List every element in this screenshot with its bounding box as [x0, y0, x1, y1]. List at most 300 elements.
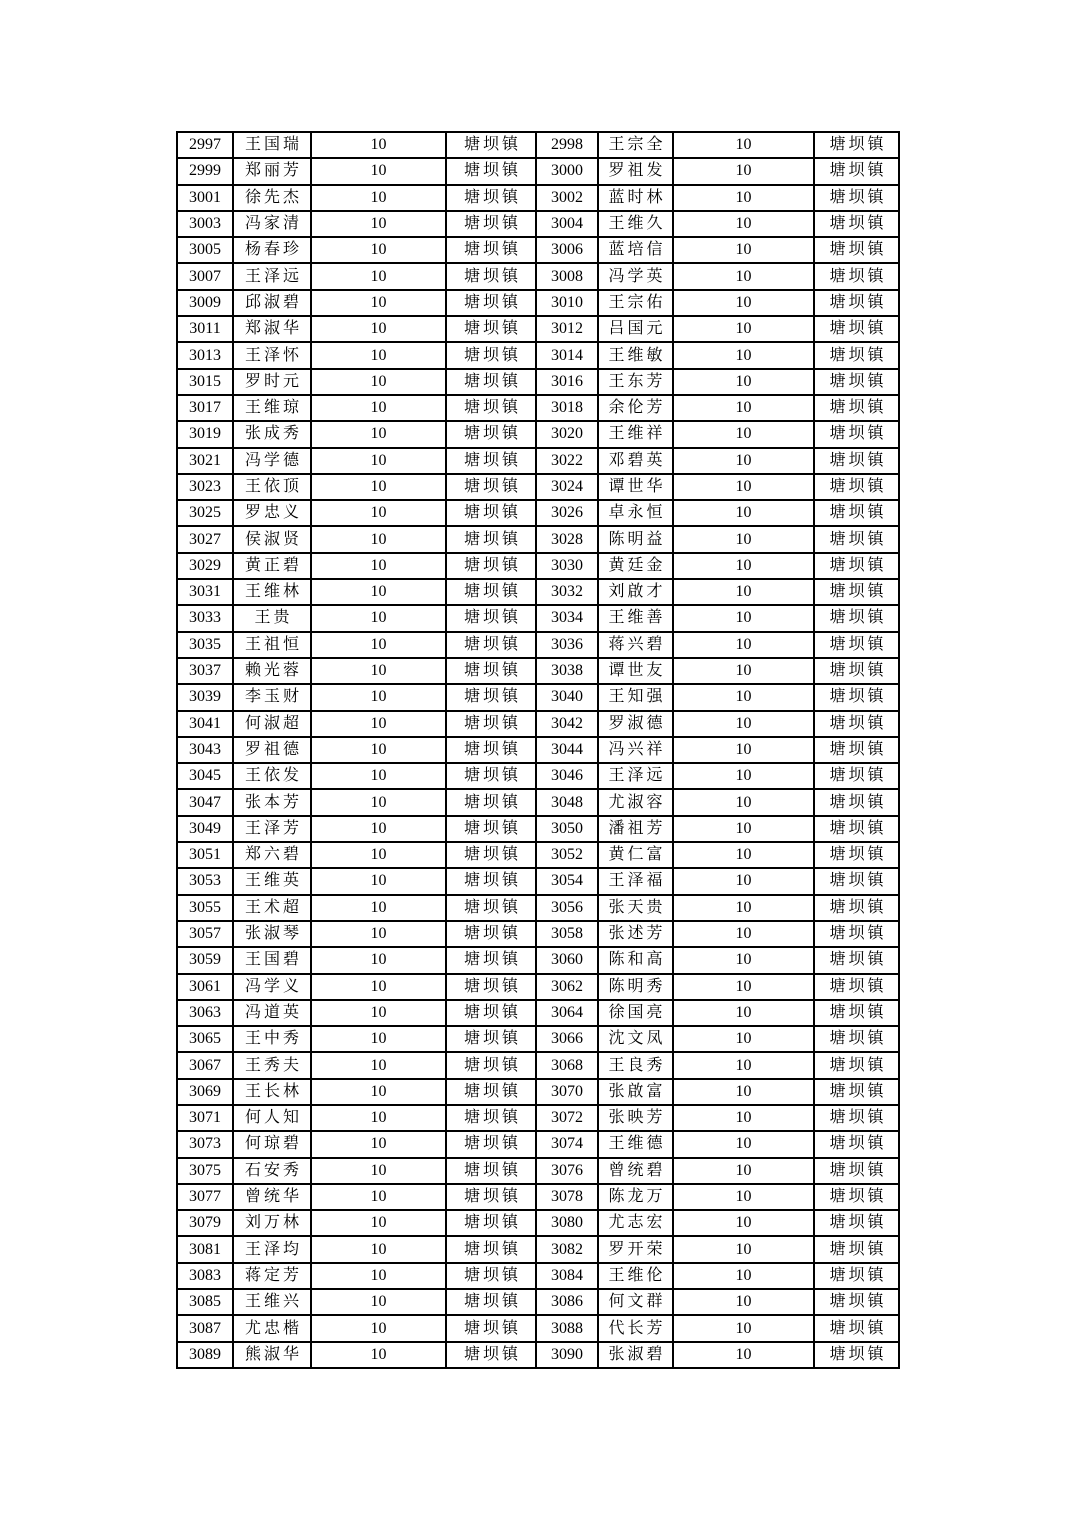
town-cell-right: 塘坝镇 — [814, 684, 899, 710]
town-cell-left: 塘坝镇 — [446, 500, 536, 526]
value-cell-left: 10 — [311, 1184, 446, 1210]
town-cell-left: 塘坝镇 — [446, 421, 536, 447]
person-name-left: 王长林 — [233, 1079, 311, 1105]
town-cell-left: 塘坝镇 — [446, 342, 536, 368]
person-id-left: 3089 — [177, 1342, 233, 1368]
person-id-left: 3071 — [177, 1105, 233, 1131]
table-row — [177, 1131, 899, 1157]
town-cell-left: 塘坝镇 — [446, 789, 536, 815]
table-row — [177, 1315, 899, 1341]
person-name-right: 张映芳 — [598, 1105, 673, 1131]
town-cell-right: 塘坝镇 — [814, 605, 899, 631]
town-cell-right: 塘坝镇 — [814, 895, 899, 921]
person-id-left: 3011 — [177, 316, 233, 342]
person-id-right: 3020 — [536, 421, 598, 447]
person-name-left: 王国碧 — [233, 947, 311, 973]
person-id-right: 3082 — [536, 1236, 598, 1262]
table-row — [177, 921, 899, 947]
value-cell-right: 10 — [673, 1210, 814, 1236]
person-name-left: 张淑琴 — [233, 921, 311, 947]
person-name-right: 卓永恒 — [598, 500, 673, 526]
table-row — [177, 1052, 899, 1078]
town-cell-left: 塘坝镇 — [446, 737, 536, 763]
value-cell-left: 10 — [311, 132, 446, 158]
value-cell-right: 10 — [673, 684, 814, 710]
person-id-right: 3050 — [536, 816, 598, 842]
value-cell-right: 10 — [673, 553, 814, 579]
person-id-right: 3034 — [536, 605, 598, 631]
town-cell-left: 塘坝镇 — [446, 1263, 536, 1289]
person-name-right: 陈和高 — [598, 947, 673, 973]
town-cell-right: 塘坝镇 — [814, 868, 899, 894]
person-name-left: 罗忠义 — [233, 500, 311, 526]
table-row — [177, 316, 899, 342]
table-row — [177, 185, 899, 211]
town-cell-left: 塘坝镇 — [446, 947, 536, 973]
table-row — [177, 1026, 899, 1052]
table-row — [177, 263, 899, 289]
value-cell-left: 10 — [311, 1000, 446, 1026]
town-cell-right: 塘坝镇 — [814, 132, 899, 158]
town-cell-right: 塘坝镇 — [814, 658, 899, 684]
value-cell-right: 10 — [673, 1158, 814, 1184]
person-name-left: 王泽远 — [233, 263, 311, 289]
town-cell-right: 塘坝镇 — [814, 763, 899, 789]
person-id-right: 3080 — [536, 1210, 598, 1236]
value-cell-left: 10 — [311, 342, 446, 368]
person-name-left: 罗时元 — [233, 369, 311, 395]
person-name-left: 郑六碧 — [233, 842, 311, 868]
town-cell-left: 塘坝镇 — [446, 526, 536, 552]
person-id-left: 3001 — [177, 185, 233, 211]
person-name-left: 蒋定芳 — [233, 1263, 311, 1289]
person-id-right: 2998 — [536, 132, 598, 158]
person-name-left: 尤忠楷 — [233, 1315, 311, 1341]
town-cell-left: 塘坝镇 — [446, 448, 536, 474]
town-cell-right: 塘坝镇 — [814, 1105, 899, 1131]
person-id-right: 3042 — [536, 711, 598, 737]
value-cell-right: 10 — [673, 526, 814, 552]
person-name-right: 陈龙万 — [598, 1184, 673, 1210]
table-row — [177, 1236, 899, 1262]
table-row — [177, 842, 899, 868]
town-cell-right: 塘坝镇 — [814, 1263, 899, 1289]
town-cell-left: 塘坝镇 — [446, 316, 536, 342]
person-id-right: 3006 — [536, 237, 598, 263]
town-cell-left: 塘坝镇 — [446, 369, 536, 395]
table-row — [177, 947, 899, 973]
town-cell-left: 塘坝镇 — [446, 395, 536, 421]
value-cell-left: 10 — [311, 947, 446, 973]
town-cell-right: 塘坝镇 — [814, 711, 899, 737]
person-name-left: 王依发 — [233, 763, 311, 789]
town-cell-left: 塘坝镇 — [446, 1289, 536, 1315]
value-cell-right: 10 — [673, 342, 814, 368]
person-id-left: 3031 — [177, 579, 233, 605]
person-id-left: 3019 — [177, 421, 233, 447]
value-cell-right: 10 — [673, 369, 814, 395]
value-cell-left: 10 — [311, 1052, 446, 1078]
value-cell-right: 10 — [673, 974, 814, 1000]
person-id-left: 3029 — [177, 553, 233, 579]
person-id-left: 3027 — [177, 526, 233, 552]
town-cell-left: 塘坝镇 — [446, 1315, 536, 1341]
table-row — [177, 421, 899, 447]
person-id-left: 3035 — [177, 632, 233, 658]
value-cell-left: 10 — [311, 1236, 446, 1262]
person-id-right: 3022 — [536, 448, 598, 474]
value-cell-right: 10 — [673, 816, 814, 842]
value-cell-right: 10 — [673, 737, 814, 763]
person-name-right: 张天贵 — [598, 895, 673, 921]
person-name-right: 王泽福 — [598, 868, 673, 894]
value-cell-right: 10 — [673, 421, 814, 447]
person-id-right: 3064 — [536, 1000, 598, 1026]
person-name-left: 郑丽芳 — [233, 158, 311, 184]
town-cell-right: 塘坝镇 — [814, 316, 899, 342]
table-row — [177, 553, 899, 579]
value-cell-right: 10 — [673, 132, 814, 158]
town-cell-left: 塘坝镇 — [446, 605, 536, 631]
town-cell-left: 塘坝镇 — [446, 553, 536, 579]
person-name-right: 刘啟才 — [598, 579, 673, 605]
person-name-left: 王国瑞 — [233, 132, 311, 158]
person-name-left: 王维英 — [233, 868, 311, 894]
person-name-right: 蓝时林 — [598, 185, 673, 211]
person-name-left: 王秀夫 — [233, 1052, 311, 1078]
value-cell-left: 10 — [311, 789, 446, 815]
person-name-right: 尤志宏 — [598, 1210, 673, 1236]
table-row — [177, 237, 899, 263]
table-row — [177, 132, 899, 158]
town-cell-left: 塘坝镇 — [446, 158, 536, 184]
value-cell-left: 10 — [311, 868, 446, 894]
town-cell-left: 塘坝镇 — [446, 842, 536, 868]
value-cell-left: 10 — [311, 632, 446, 658]
person-name-right: 张淑碧 — [598, 1342, 673, 1368]
person-name-right: 王维祥 — [598, 421, 673, 447]
person-name-left: 杨春珍 — [233, 237, 311, 263]
value-cell-left: 10 — [311, 1289, 446, 1315]
town-cell-right: 塘坝镇 — [814, 579, 899, 605]
town-cell-right: 塘坝镇 — [814, 1026, 899, 1052]
person-name-left: 冯家清 — [233, 211, 311, 237]
value-cell-right: 10 — [673, 1236, 814, 1262]
town-cell-right: 塘坝镇 — [814, 1289, 899, 1315]
person-id-right: 3014 — [536, 342, 598, 368]
person-name-left: 张成秀 — [233, 421, 311, 447]
value-cell-left: 10 — [311, 658, 446, 684]
table-row — [177, 684, 899, 710]
person-id-left: 3015 — [177, 369, 233, 395]
person-name-right: 王宗佑 — [598, 290, 673, 316]
town-cell-left: 塘坝镇 — [446, 1052, 536, 1078]
person-id-right: 3078 — [536, 1184, 598, 1210]
value-cell-right: 10 — [673, 1289, 814, 1315]
table-row — [177, 1000, 899, 1026]
person-id-left: 3073 — [177, 1131, 233, 1157]
person-name-right: 邓碧英 — [598, 448, 673, 474]
person-name-right: 王泽远 — [598, 763, 673, 789]
value-cell-left: 10 — [311, 711, 446, 737]
person-id-right: 3008 — [536, 263, 598, 289]
value-cell-left: 10 — [311, 1342, 446, 1368]
value-cell-right: 10 — [673, 579, 814, 605]
person-name-right: 罗祖发 — [598, 158, 673, 184]
table-row — [177, 737, 899, 763]
town-cell-left: 塘坝镇 — [446, 1184, 536, 1210]
table-row — [177, 1342, 899, 1368]
town-cell-left: 塘坝镇 — [446, 237, 536, 263]
person-name-left: 冯道英 — [233, 1000, 311, 1026]
value-cell-right: 10 — [673, 263, 814, 289]
person-name-left: 罗祖德 — [233, 737, 311, 763]
person-name-left: 邱淑碧 — [233, 290, 311, 316]
person-name-right: 罗淑德 — [598, 711, 673, 737]
person-name-right: 罗开荣 — [598, 1236, 673, 1262]
person-id-right: 3004 — [536, 211, 598, 237]
town-cell-right: 塘坝镇 — [814, 921, 899, 947]
value-cell-right: 10 — [673, 605, 814, 631]
town-cell-right: 塘坝镇 — [814, 1000, 899, 1026]
person-id-right: 3066 — [536, 1026, 598, 1052]
person-id-right: 3088 — [536, 1315, 598, 1341]
table-row — [177, 789, 899, 815]
town-cell-left: 塘坝镇 — [446, 974, 536, 1000]
town-cell-right: 塘坝镇 — [814, 1342, 899, 1368]
person-name-right: 王良秀 — [598, 1052, 673, 1078]
table-row — [177, 448, 899, 474]
town-cell-right: 塘坝镇 — [814, 974, 899, 1000]
town-cell-right: 塘坝镇 — [814, 263, 899, 289]
value-cell-left: 10 — [311, 553, 446, 579]
town-cell-right: 塘坝镇 — [814, 1210, 899, 1236]
value-cell-left: 10 — [311, 921, 446, 947]
person-id-right: 3076 — [536, 1158, 598, 1184]
person-name-left: 王术超 — [233, 895, 311, 921]
value-cell-left: 10 — [311, 1105, 446, 1131]
value-cell-left: 10 — [311, 816, 446, 842]
person-id-left: 3055 — [177, 895, 233, 921]
town-cell-left: 塘坝镇 — [446, 263, 536, 289]
value-cell-right: 10 — [673, 1131, 814, 1157]
town-cell-left: 塘坝镇 — [446, 921, 536, 947]
person-name-left: 王维林 — [233, 579, 311, 605]
person-id-right: 3068 — [536, 1052, 598, 1078]
value-cell-right: 10 — [673, 158, 814, 184]
table-row — [177, 474, 899, 500]
person-id-right: 3024 — [536, 474, 598, 500]
person-id-left: 3067 — [177, 1052, 233, 1078]
town-cell-right: 塘坝镇 — [814, 369, 899, 395]
person-name-right: 王维德 — [598, 1131, 673, 1157]
value-cell-right: 10 — [673, 1079, 814, 1105]
table-row — [177, 816, 899, 842]
value-cell-left: 10 — [311, 895, 446, 921]
person-name-right: 何文群 — [598, 1289, 673, 1315]
person-name-right: 冯学英 — [598, 263, 673, 289]
person-id-right: 3044 — [536, 737, 598, 763]
person-name-right: 张述芳 — [598, 921, 673, 947]
value-cell-left: 10 — [311, 316, 446, 342]
person-name-right: 冯兴祥 — [598, 737, 673, 763]
person-id-right: 3026 — [536, 500, 598, 526]
value-cell-right: 10 — [673, 185, 814, 211]
person-name-right: 余伦芳 — [598, 395, 673, 421]
person-id-right: 3000 — [536, 158, 598, 184]
person-name-left: 王依顶 — [233, 474, 311, 500]
person-name-right: 蒋兴碧 — [598, 632, 673, 658]
value-cell-right: 10 — [673, 1026, 814, 1052]
person-id-right: 3072 — [536, 1105, 598, 1131]
person-id-right: 3058 — [536, 921, 598, 947]
value-cell-left: 10 — [311, 369, 446, 395]
value-cell-left: 10 — [311, 448, 446, 474]
person-id-left: 3087 — [177, 1315, 233, 1341]
value-cell-left: 10 — [311, 185, 446, 211]
value-cell-right: 10 — [673, 316, 814, 342]
person-name-right: 王宗全 — [598, 132, 673, 158]
value-cell-left: 10 — [311, 1079, 446, 1105]
person-id-right: 3060 — [536, 947, 598, 973]
person-id-left: 3069 — [177, 1079, 233, 1105]
person-id-right: 3028 — [536, 526, 598, 552]
town-cell-right: 塘坝镇 — [814, 737, 899, 763]
person-id-right: 3070 — [536, 1079, 598, 1105]
person-name-left: 侯淑贤 — [233, 526, 311, 552]
town-cell-right: 塘坝镇 — [814, 211, 899, 237]
person-id-right: 3040 — [536, 684, 598, 710]
table-row — [177, 290, 899, 316]
value-cell-right: 10 — [673, 868, 814, 894]
value-cell-left: 10 — [311, 1210, 446, 1236]
person-id-left: 3065 — [177, 1026, 233, 1052]
value-cell-left: 10 — [311, 1158, 446, 1184]
value-cell-right: 10 — [673, 842, 814, 868]
town-cell-right: 塘坝镇 — [814, 448, 899, 474]
person-name-left: 何人知 — [233, 1105, 311, 1131]
person-name-right: 黄仁富 — [598, 842, 673, 868]
value-cell-right: 10 — [673, 1342, 814, 1368]
person-name-left: 何淑超 — [233, 711, 311, 737]
town-cell-left: 塘坝镇 — [446, 474, 536, 500]
person-name-left: 张本芳 — [233, 789, 311, 815]
person-name-left: 王祖恒 — [233, 632, 311, 658]
value-cell-left: 10 — [311, 763, 446, 789]
person-id-left: 3085 — [177, 1289, 233, 1315]
town-cell-right: 塘坝镇 — [814, 1131, 899, 1157]
value-cell-left: 10 — [311, 500, 446, 526]
person-name-left: 李玉财 — [233, 684, 311, 710]
person-id-left: 3057 — [177, 921, 233, 947]
person-name-right: 王东芳 — [598, 369, 673, 395]
person-name-right: 谭世友 — [598, 658, 673, 684]
person-id-right: 3018 — [536, 395, 598, 421]
table-row — [177, 763, 899, 789]
value-cell-left: 10 — [311, 684, 446, 710]
value-cell-left: 10 — [311, 158, 446, 184]
person-id-right: 3074 — [536, 1131, 598, 1157]
person-id-right: 3032 — [536, 579, 598, 605]
person-id-right: 3056 — [536, 895, 598, 921]
person-name-right: 陈明秀 — [598, 974, 673, 1000]
value-cell-left: 10 — [311, 395, 446, 421]
person-id-left: 3081 — [177, 1236, 233, 1262]
person-id-left: 3033 — [177, 605, 233, 631]
value-cell-left: 10 — [311, 474, 446, 500]
person-name-left: 冯学德 — [233, 448, 311, 474]
person-name-left: 曾统华 — [233, 1184, 311, 1210]
person-id-right: 3038 — [536, 658, 598, 684]
town-cell-right: 塘坝镇 — [814, 789, 899, 815]
value-cell-left: 10 — [311, 737, 446, 763]
value-cell-right: 10 — [673, 290, 814, 316]
person-name-right: 黄廷金 — [598, 553, 673, 579]
table-row — [177, 1158, 899, 1184]
value-cell-left: 10 — [311, 263, 446, 289]
table-row — [177, 158, 899, 184]
person-id-left: 3017 — [177, 395, 233, 421]
table-row — [177, 211, 899, 237]
person-name-left: 王泽怀 — [233, 342, 311, 368]
person-id-right: 3030 — [536, 553, 598, 579]
value-cell-right: 10 — [673, 448, 814, 474]
table-row — [177, 868, 899, 894]
value-cell-right: 10 — [673, 895, 814, 921]
person-id-left: 3063 — [177, 1000, 233, 1026]
town-cell-left: 塘坝镇 — [446, 763, 536, 789]
person-id-left: 3007 — [177, 263, 233, 289]
person-name-right: 谭世华 — [598, 474, 673, 500]
town-cell-left: 塘坝镇 — [446, 816, 536, 842]
person-id-left: 3053 — [177, 868, 233, 894]
value-cell-right: 10 — [673, 1263, 814, 1289]
table-row — [177, 1210, 899, 1236]
person-id-left: 3077 — [177, 1184, 233, 1210]
town-cell-left: 塘坝镇 — [446, 290, 536, 316]
town-cell-left: 塘坝镇 — [446, 1210, 536, 1236]
person-name-left: 王维兴 — [233, 1289, 311, 1315]
table-row — [177, 1079, 899, 1105]
person-id-left: 3051 — [177, 842, 233, 868]
person-name-right: 沈文凤 — [598, 1026, 673, 1052]
table-row — [177, 1263, 899, 1289]
town-cell-left: 塘坝镇 — [446, 895, 536, 921]
table-row — [177, 974, 899, 1000]
town-cell-left: 塘坝镇 — [446, 1105, 536, 1131]
person-name-right: 张啟富 — [598, 1079, 673, 1105]
person-name-right: 曾统碧 — [598, 1158, 673, 1184]
town-cell-left: 塘坝镇 — [446, 1131, 536, 1157]
value-cell-right: 10 — [673, 237, 814, 263]
town-cell-right: 塘坝镇 — [814, 1236, 899, 1262]
person-id-right: 3062 — [536, 974, 598, 1000]
person-name-left: 王泽均 — [233, 1236, 311, 1262]
value-cell-right: 10 — [673, 789, 814, 815]
value-cell-left: 10 — [311, 1263, 446, 1289]
person-name-right: 吕国元 — [598, 316, 673, 342]
town-cell-left: 塘坝镇 — [446, 1026, 536, 1052]
person-id-left: 3039 — [177, 684, 233, 710]
town-cell-left: 塘坝镇 — [446, 868, 536, 894]
town-cell-right: 塘坝镇 — [814, 342, 899, 368]
town-cell-right: 塘坝镇 — [814, 290, 899, 316]
person-name-right: 潘祖芳 — [598, 816, 673, 842]
person-name-right: 王维善 — [598, 605, 673, 631]
person-id-left: 2999 — [177, 158, 233, 184]
person-id-left: 3009 — [177, 290, 233, 316]
town-cell-right: 塘坝镇 — [814, 526, 899, 552]
